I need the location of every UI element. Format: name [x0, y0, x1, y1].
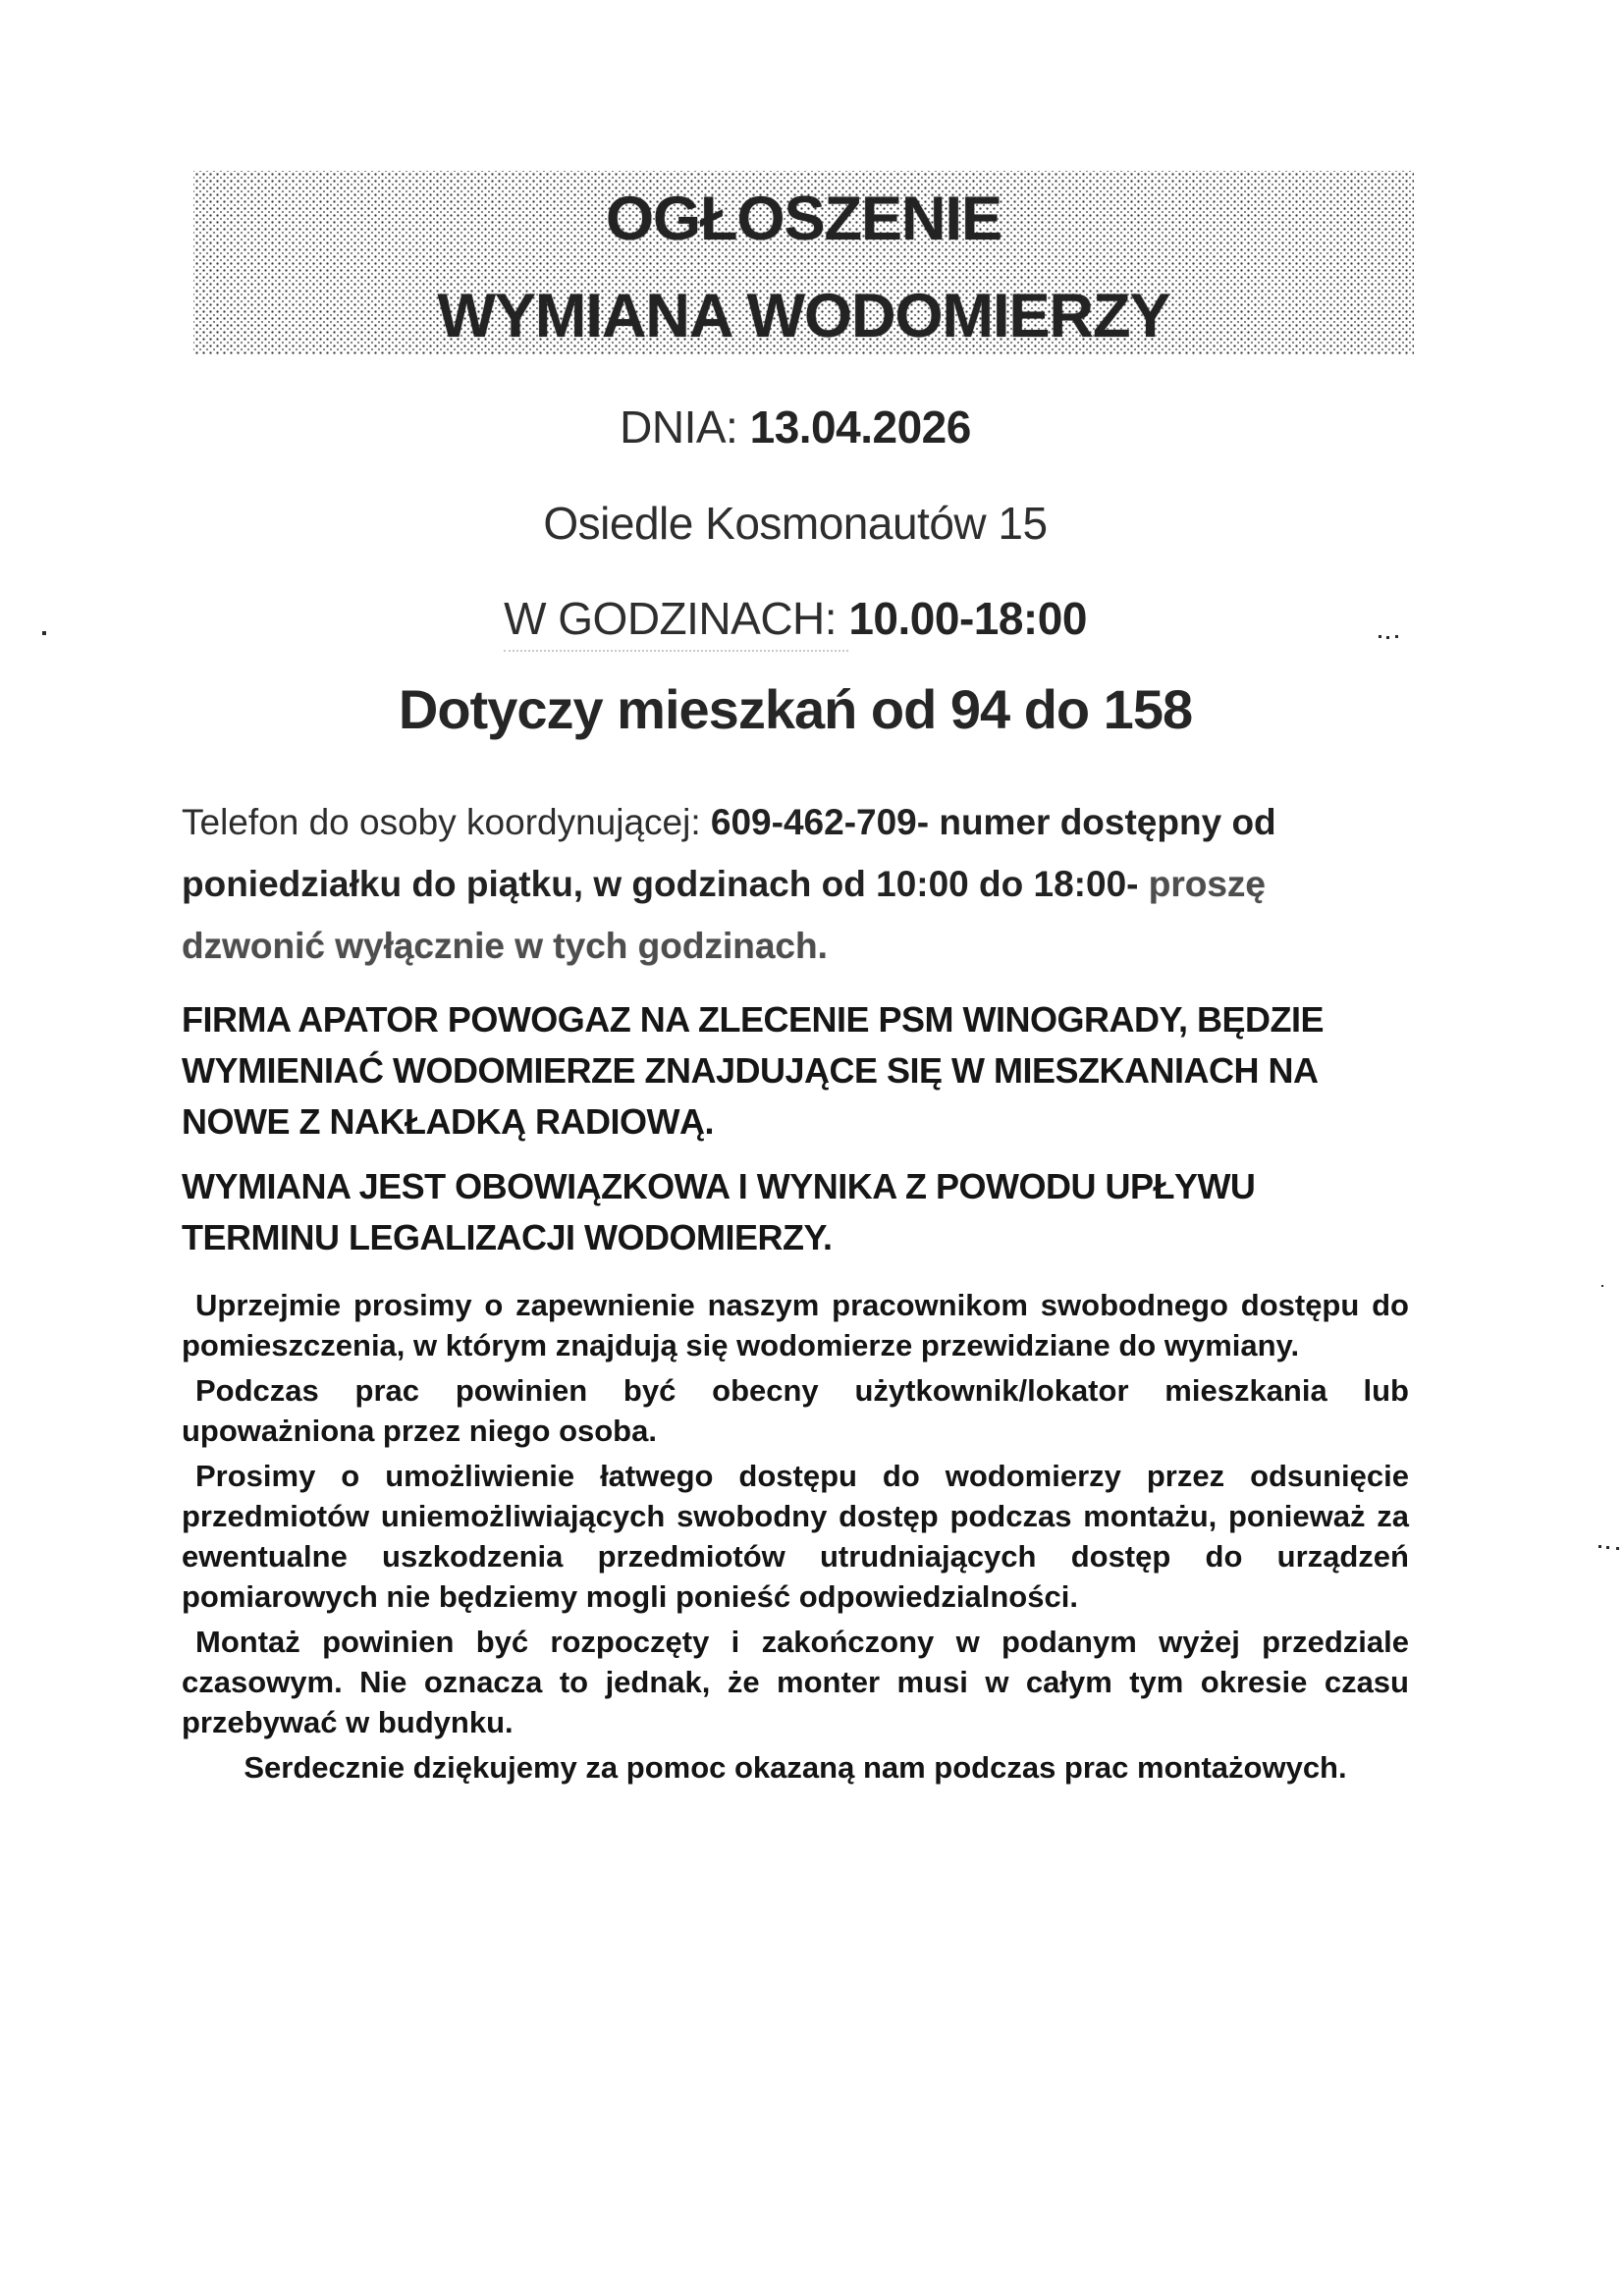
address-line: Osiedle Kosmonautów 15	[543, 498, 1048, 549]
note-access: Uprzejmie prosimy o zapewnienie naszym pracownikom swobodnego dostępu do pomieszczenia, w którym znajdują się wodomierze przewidziane do wymiany.	[182, 1288, 1409, 1362]
thanks-line: Serdecznie dziękujemy za pomoc okazaną nam podczas prac montażowych.	[244, 1750, 1347, 1785]
note-clearance: Prosimy o umożliwienie łatwego dostępu do wodomierzy przez odsunięcie przedmiotów uniemożliwiających swobodny dostęp podczas montażu, ponieważ za ewentualne uszkodzenia przedmiotów utrudniających dostęp do urządzeń pomiarowych nie będziemy mogli ponieść odpowiedzialności.	[182, 1459, 1409, 1614]
scan-speck	[1598, 1545, 1601, 1548]
hours-label: W GODZINACH:	[504, 593, 848, 652]
date-value: 13.04.2026	[749, 401, 971, 453]
date-label: DNIA:	[620, 401, 750, 453]
scan-speck	[1386, 636, 1389, 639]
hours-value: 10.00-18:00	[848, 593, 1087, 644]
phone-number-and-hours: 609-462-709- numer dostępny od poniedziałku do piątku, w godzinach od 10:00 do 18:00-	[182, 802, 1276, 904]
scan-speck	[42, 631, 46, 635]
subject-line: Dotyczy mieszkań od 94 do 158	[398, 678, 1193, 740]
phone-paragraph-intro: Telefon do osoby koordynującej:	[182, 802, 711, 842]
scan-speck	[1616, 1547, 1619, 1550]
scan-speck	[1606, 1546, 1609, 1549]
notes-section	[182, 1285, 1409, 1788]
scan-speck	[1601, 1285, 1603, 1287]
phone-paragraph	[182, 791, 1409, 977]
mandatory-paragraph: WYMIANA JEST OBOWIĄZKOWA I WYNIKA Z POWODU UPŁYWU TERMINU LEGALIZACJI WODOMIERZY.	[182, 1166, 1256, 1257]
scan-speck	[1379, 635, 1381, 638]
announcement-header-box	[193, 171, 1414, 354]
note-timeframe: Montaż powinien być rozpoczęty i zakończony w podanym wyżej przedziale czasowym. Nie oznacza to jednak, że monter musi w całym tym okresie czasu przebywać w budynku.	[182, 1625, 1409, 1739]
date-line	[182, 401, 1409, 453]
document-content	[182, 171, 1409, 1788]
hours-line	[182, 593, 1409, 644]
phone-paragraph-note: proszę dzwonić wyłącznie w tych godzinach.	[182, 864, 1267, 966]
announcement-title: OGŁOSZENIE	[605, 185, 1002, 253]
note-presence: Podczas prac powinien być obecny użytkownik/lokator mieszkania lub upoważniona przez niego osoba.	[182, 1373, 1409, 1448]
scan-speck	[1395, 635, 1398, 638]
company-paragraph: FIRMA APATOR POWOGAZ NA ZLECENIE PSM WINOGRADY, BĘDZIE WYMIENIAĆ WODOMIERZE ZNAJDUJĄCE SIĘ W MIESZKANIACH NA NOWE Z NAKŁADKĄ RADIOWĄ.	[182, 999, 1325, 1142]
announcement-subtitle: WYMIANA WODOMIERZY	[437, 282, 1170, 350]
